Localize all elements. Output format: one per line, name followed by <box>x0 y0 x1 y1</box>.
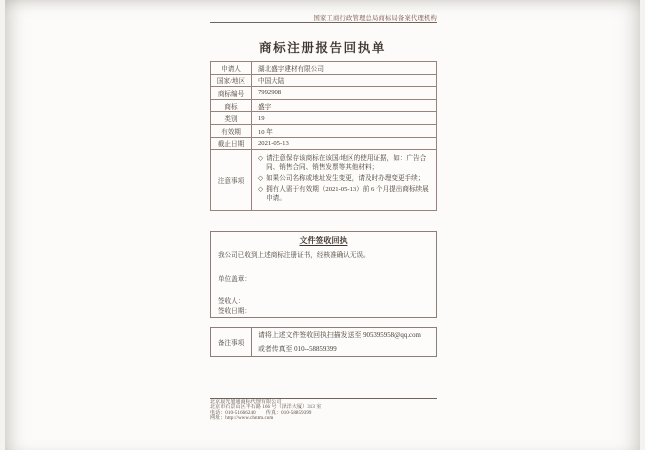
header-rule <box>210 22 437 23</box>
footer-agency-info <box>210 400 437 422</box>
remarks-label: 备注事项 <box>211 328 252 356</box>
row-value: 7992908 <box>258 89 282 97</box>
diamond-bullet-icon: ◇ <box>258 185 264 193</box>
footer-phone-fax: 电话：010-51666240 传真：010-58859399 <box>210 410 312 416</box>
remarks-line: 请将上述文件签收回执扫描发送至 905395958@qq.com <box>258 332 421 339</box>
table-row <box>211 74 436 87</box>
row-label: 类别 <box>211 112 252 124</box>
notes-content <box>252 150 436 210</box>
signer-label: 签收人： <box>218 298 245 305</box>
row-label: 商标编号 <box>211 87 252 99</box>
row-label: 商标 <box>211 100 252 112</box>
footer-address: 北京市石景山区半石路 166 号（泽洋大厦）313 室 <box>210 405 322 411</box>
table-row <box>211 62 436 74</box>
row-value: 10 年 <box>258 128 273 136</box>
row-value: 盛宇 <box>258 103 272 111</box>
sign-date-label: 签收日期： <box>218 308 251 315</box>
footer-website: 网址：http://www.chntm.com <box>210 416 274 422</box>
agency-note: 国家工商行政管理总局商标局备案代理机构 <box>313 15 437 22</box>
row-label: 申请人 <box>211 62 252 74</box>
note-item <box>258 154 431 173</box>
receipt-title: 文件签收回执 <box>299 236 348 245</box>
stamp-label: 单位盖章： <box>218 276 251 283</box>
note-text: 拥有人需于有效期（2021-05-13）前 6 个月提出商标续展申请。 <box>266 185 429 202</box>
table-row <box>211 99 436 112</box>
note-item <box>258 174 431 183</box>
remarks-content <box>252 328 436 356</box>
notes-row <box>211 149 436 210</box>
notes-label: 注意事项 <box>211 150 252 210</box>
row-label: 国家/地区 <box>211 75 252 87</box>
note-item <box>258 185 431 204</box>
table-row <box>211 137 436 150</box>
row-value: 19 <box>258 114 265 122</box>
row-value: 中国大陆 <box>258 78 285 86</box>
page-title: 商标注册报告回执单 <box>259 41 386 55</box>
diamond-bullet-icon: ◇ <box>258 154 264 162</box>
diamond-bullet-icon: ◇ <box>258 174 264 182</box>
table-row <box>211 124 436 137</box>
table-row <box>211 111 436 124</box>
row-label: 有效期 <box>211 125 252 137</box>
trademark-info-table <box>210 61 437 211</box>
footer-company: 北京晨光旭通商标代理有限公司 <box>210 400 282 405</box>
row-label: 截止日期 <box>211 138 252 150</box>
row-value: 2021-05-13 <box>258 139 289 147</box>
table-row <box>211 86 436 99</box>
note-text: 如果公司名称或地址发生变更，请及时办理变更手续； <box>266 174 425 182</box>
receipt-box <box>210 231 437 318</box>
note-text: 请注意保存该商标在该国/地区的使用证据，如：广告合同、销售合同、销售发票等其他材料； <box>266 154 427 171</box>
receipt-statement: 我公司已收到上述商标注册证书，经核准确认无误。 <box>218 252 370 259</box>
footer-rule <box>210 398 437 399</box>
remarks-table <box>210 327 437 357</box>
row-value: 湖北盛宇建材有限公司 <box>258 65 324 73</box>
remarks-line: 或者传真至 010--58859399 <box>258 345 337 353</box>
